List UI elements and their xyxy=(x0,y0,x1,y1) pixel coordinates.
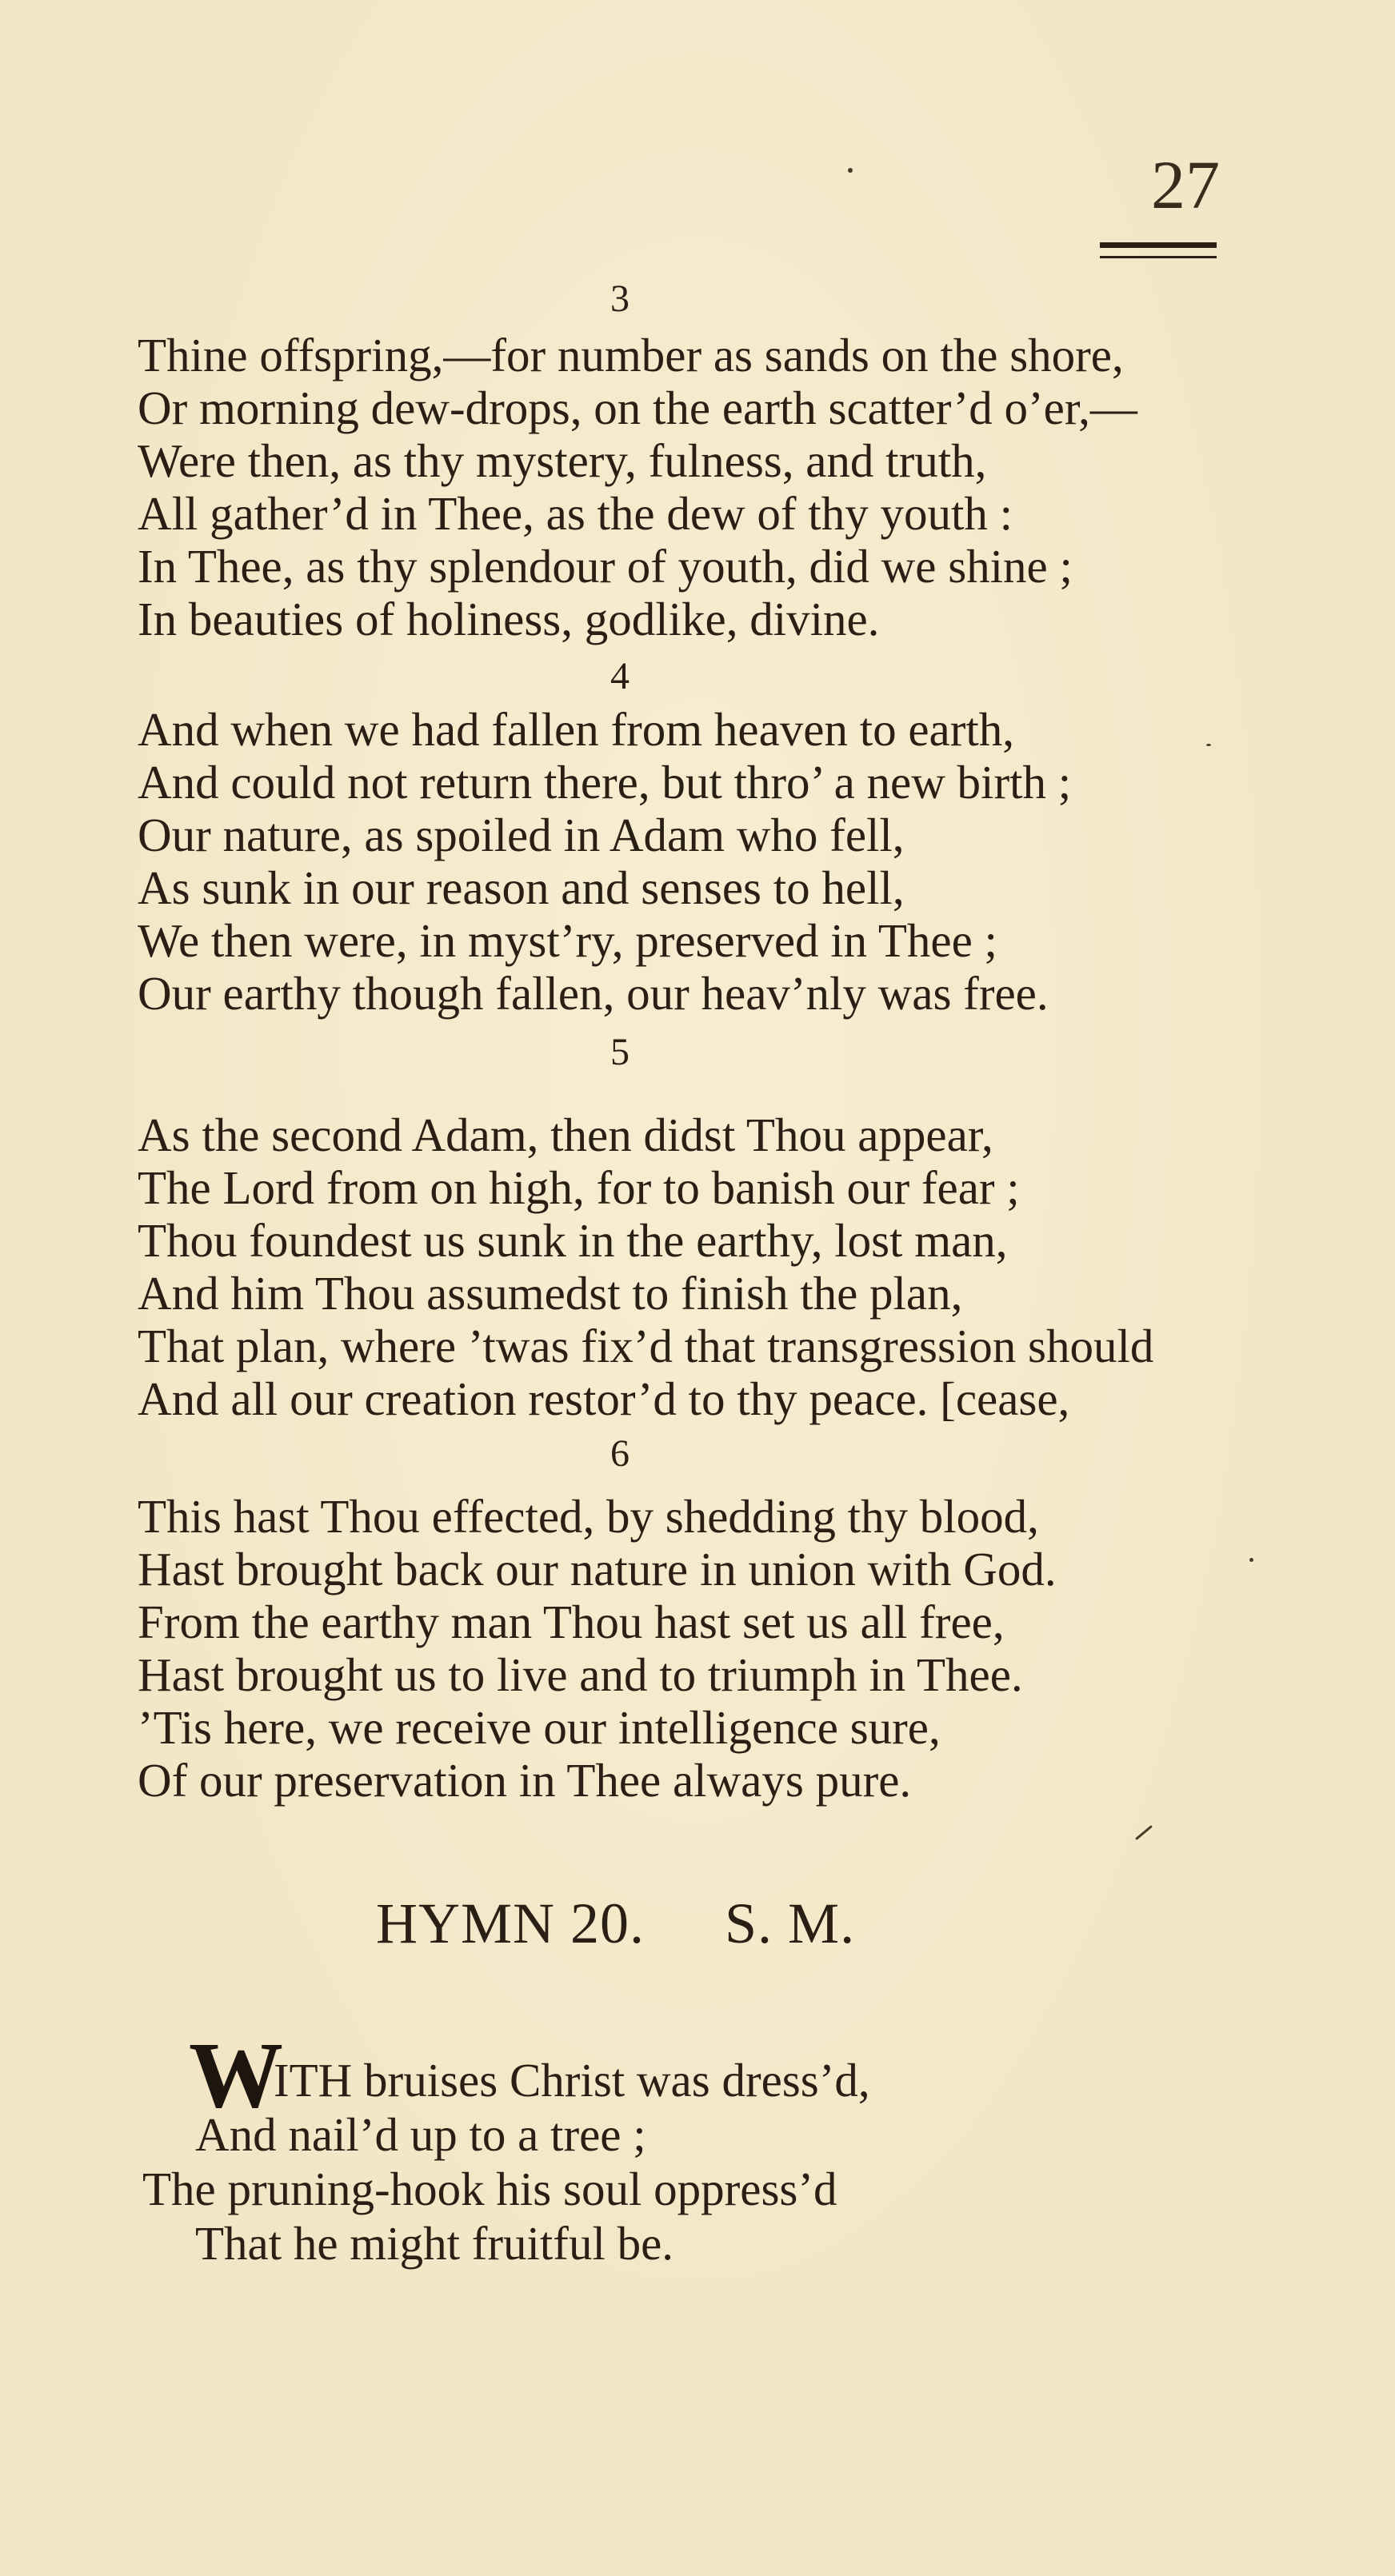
ink-speck xyxy=(848,168,853,173)
stanza-number: 3 xyxy=(610,278,630,320)
hymn-meter: S. M. xyxy=(725,1891,856,1955)
stanza-line: This hast Thou effected, by shedding thy blood, xyxy=(138,1490,1039,1543)
stanza-number: 6 xyxy=(610,1432,630,1475)
stanza-line: Our earthy though fallen, our heav’nly was free. xyxy=(138,967,1049,1020)
stanza-line: We then were, in myst’ry, preserved in Thee ; xyxy=(138,914,997,967)
ink-speck xyxy=(1206,744,1211,746)
stanza-line: And when we had fallen from heaven to earth, xyxy=(138,703,1014,756)
stanza-line: Our nature, as spoiled in Adam who fell, xyxy=(138,809,905,861)
drop-cap: W xyxy=(189,2023,283,2127)
stanza-line: In Thee, as thy splendour of youth, did we shine ; xyxy=(138,540,1073,593)
stanza-line: ’Tis here, we receive our intelligence sure, xyxy=(138,1701,941,1754)
stanza-line: Hast brought back our nature in union with God. xyxy=(138,1543,1057,1596)
hymn-heading xyxy=(376,1887,1016,1959)
hymn-line: That he might fruitful be. xyxy=(195,2217,674,2270)
stanza-line: And him Thou assumedst to finish the plan, xyxy=(138,1267,963,1320)
stanza-line: Of our preservation in Thee always pure. xyxy=(138,1754,912,1807)
hymn-line: And nail’d up to a tree ; xyxy=(195,2108,646,2161)
stanza-line: In beauties of holiness, godlike, divine. xyxy=(138,593,880,645)
stanza-line: All gather’d in Thee, as the dew of thy youth : xyxy=(138,487,1013,540)
ink-mark xyxy=(1135,1825,1153,1840)
stanza-line: Hast brought us to live and to triumph in Thee. xyxy=(138,1648,1023,1701)
stanza-line: Thou foundest us sunk in the earthy, lost man, xyxy=(138,1214,1008,1267)
hymn-line: The pruning-hook his soul oppress’d xyxy=(142,2163,837,2215)
stanza-line: That plan, where ’twas fix’d that transgression should xyxy=(138,1320,1154,1372)
stanza-line: From the earthy man Thou hast set us all free, xyxy=(138,1596,1005,1648)
stanza-line: And all our creation restor’d to thy peace. [cease, xyxy=(138,1372,1070,1425)
stanza-line: As sunk in our reason and senses to hell, xyxy=(138,861,905,914)
page-number-rule xyxy=(1100,242,1217,258)
stanza-line: As the second Adam, then didst Thou appear, xyxy=(138,1108,993,1161)
stanza-line: Were then, as thy mystery, fulness, and truth, xyxy=(138,434,987,487)
hymn-title: HYMN 20. xyxy=(376,1891,646,1955)
stanza-number: 4 xyxy=(610,655,630,697)
stanza-number: 5 xyxy=(610,1031,630,1073)
stanza-line: Thine offspring,—for number as sands on the shore, xyxy=(138,329,1124,381)
stanza-line: The Lord from on high, for to banish our fear ; xyxy=(138,1161,1020,1214)
stanza-line: And could not return there, but thro’ a new birth ; xyxy=(138,756,1072,809)
hymn-first-line: ITH bruises Christ was dress’d, xyxy=(274,2054,870,2107)
ink-speck xyxy=(1249,1558,1253,1562)
stanza-line: Or morning dew-drops, on the earth scatter’d o’er,— xyxy=(138,381,1137,434)
page-number: 27 xyxy=(1151,146,1220,223)
